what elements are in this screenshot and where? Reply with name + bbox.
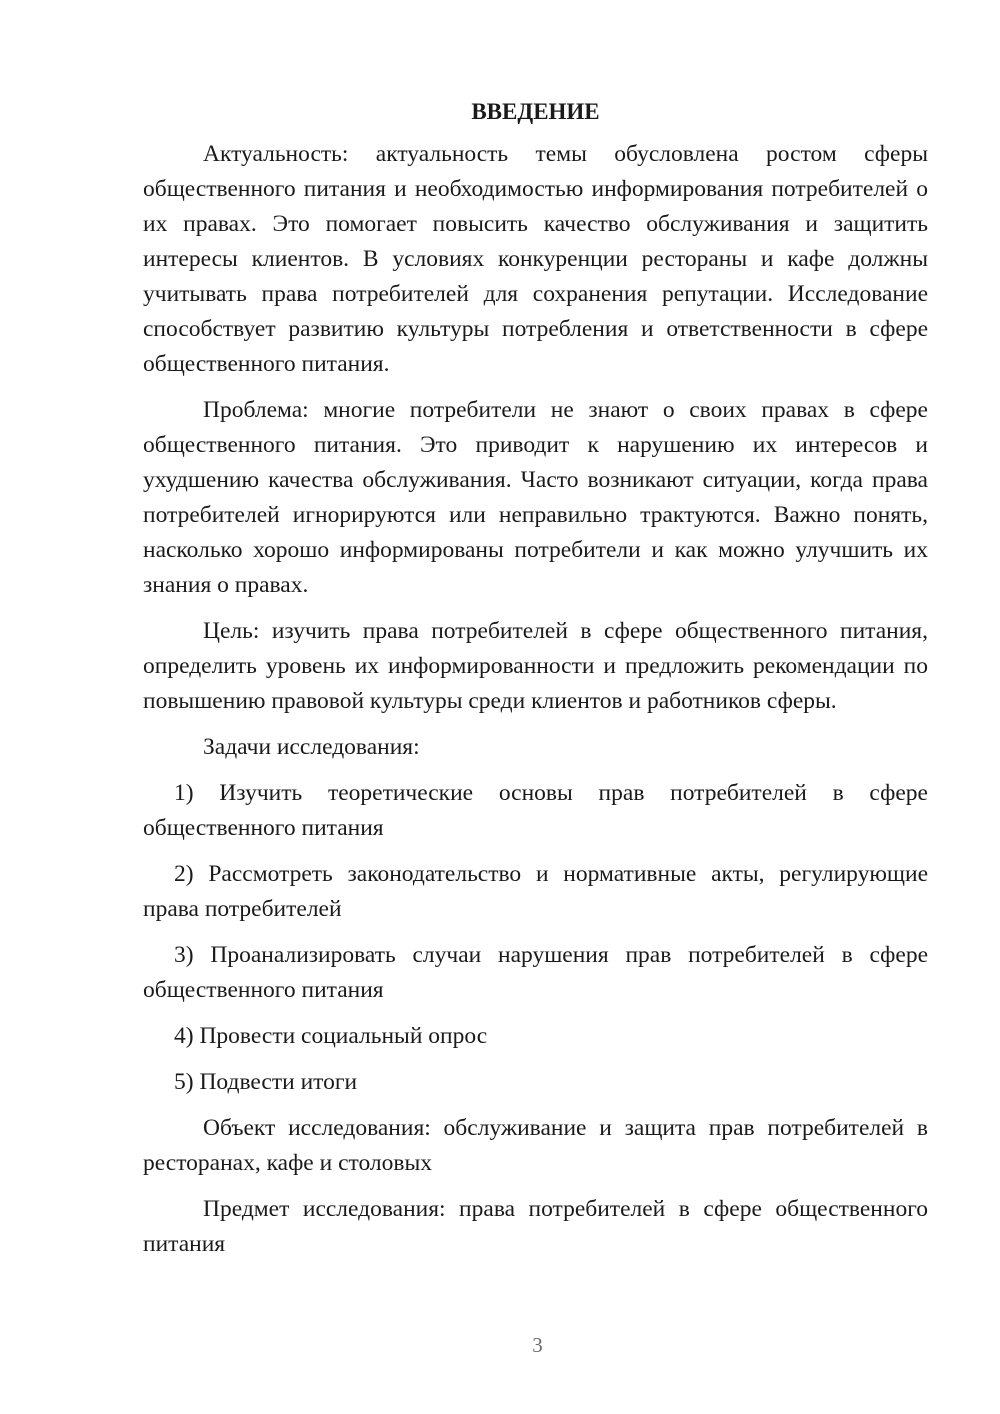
page-number: 3 [532, 1333, 543, 1357]
research-subject-paragraph: Предмет исследования: права потребителей в сфере общественного питания [143, 1196, 928, 1257]
page-content [143, 96, 928, 1273]
relevance-paragraph: Актуальность: актуальность темы обусловлена ростом сферы общественного питания и необходимостью информирования потребителей о их правах. Это помогает повысить качество обслуживания и защитить интересы клиентов. В условиях конкуренции рестораны и кафе должны учитывать права потребителей для сохранения репутации. Исследование способствует развитию культуры потребления и ответственности в сфере общественного питания. [143, 141, 928, 377]
goal-paragraph: Цель: изучить права потребителей в сфере общественного питания, определить уровень их информированности и предложить рекомендации по повышению правовой культуры среди клиентов и работников сферы. [143, 618, 928, 714]
task-item: 2) Рассмотреть законодательство и нормативные акты, регулирующие права потребителей [143, 861, 928, 922]
task-item: 3) Проанализировать случаи нарушения прав потребителей в сфере общественного питания [143, 942, 928, 1003]
task-item: 4) Провести социальный опрос [174, 1023, 488, 1049]
section-title: ВВЕДЕНИЕ [471, 99, 600, 124]
task-item: 1) Изучить теоретические основы прав потребителей в сфере общественного питания [143, 780, 928, 841]
task-item: 5) Подвести итоги [174, 1069, 358, 1095]
tasks-heading: Задачи исследования: [203, 734, 420, 760]
research-object-paragraph: Объект исследования: обслуживание и защита прав потребителей в ресторанах, кафе и столовых [143, 1115, 928, 1176]
problem-paragraph: Проблема: многие потребители не знают о своих правах в сфере общественного питания. Это приводит к нарушению их интересов и ухудшению качества обслуживания. Часто возникают ситуации, когда права потребителей игнорируются или неправильно трактуются. Важно понять, насколько хорошо информированы потребители и как можно улучшить их знания о правах. [143, 397, 928, 598]
